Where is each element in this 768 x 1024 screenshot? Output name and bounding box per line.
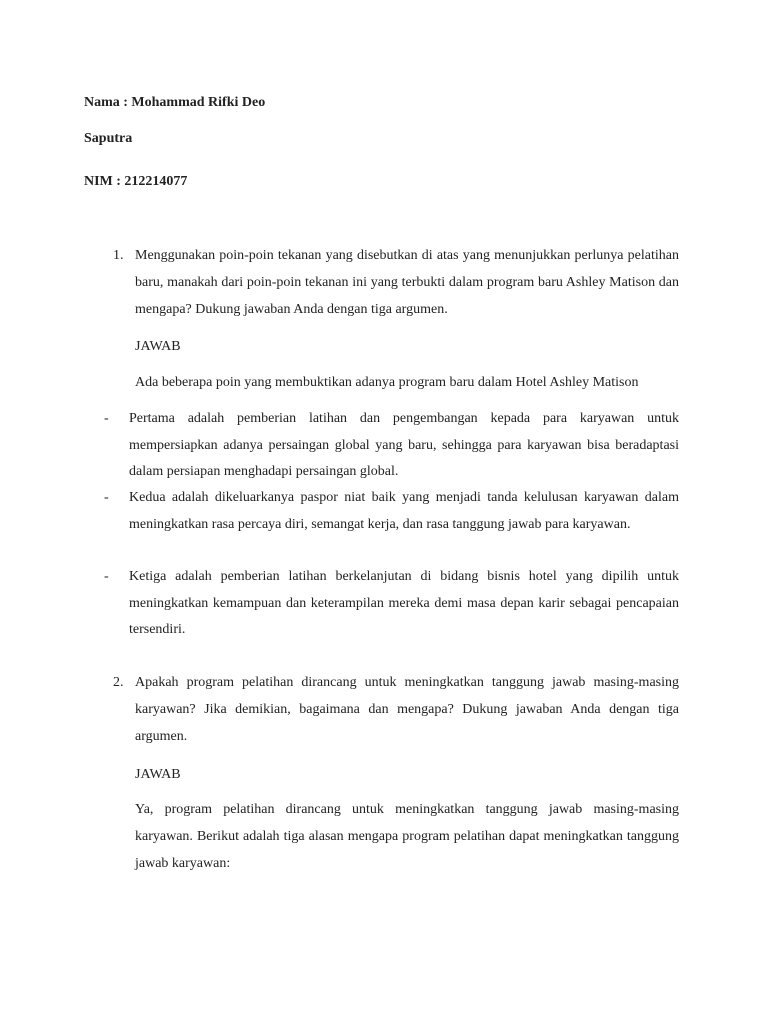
question-number: 1. — [113, 248, 124, 263]
question-1 — [113, 242, 679, 323]
question-number: 2. — [113, 675, 124, 690]
question-2 — [113, 669, 679, 750]
answer-bullet-1 — [104, 406, 679, 486]
answer-bullet-3 — [104, 564, 679, 644]
student-name-line2: Saputra — [84, 131, 133, 146]
bullet-dash: - — [104, 569, 109, 584]
bullet-text: Kedua adalah dikeluarkanya paspor niat baik yang menjadi tanda kelulusan karyawan dalam meningkatkan rasa percaya diri, semangat kerja, dan rasa tanggung jawab para karyawan. — [129, 490, 679, 532]
bullet-text: Pertama adalah pemberian latihan dan pengembangan kepada para karyawan untuk mempersiapkan adanya persaingan global yang baru, sehingga para karyawan bisa beradaptasi dalam persiapan menghadapi persaingan global. — [129, 411, 679, 479]
answer-intro-1: Ada beberapa poin yang membuktikan adanya program baru dalam Hotel Ashley Matison — [135, 375, 639, 390]
bullet-dash: - — [104, 411, 109, 426]
bullet-dash: - — [104, 490, 109, 505]
answer-paragraph-2: Ya, program pelatihan dirancang untuk meningkatkan tanggung jawab masing-masing karyawan. Berikut adalah tiga alasan mengapa program pelatihan dapat meningkatkan tanggung jawab karyawan: — [135, 802, 679, 871]
answer-label-1: JAWAB — [135, 339, 181, 354]
question-text: Menggunakan poin-poin tekanan yang disebutkan di atas yang menunjukkan perlunya pelatihan baru, manakah dari poin-poin tekanan ini yang terbukti dalam program baru Ashley Matison dan mengapa? Dukung jawaban Anda dengan tiga argumen. — [135, 248, 679, 317]
answer-bullet-2 — [104, 485, 679, 538]
question-text: Apakah program pelatihan dirancang untuk meningkatkan tanggung jawab masing-masing karyawan? Jika demikian, bagaimana dan mengapa? Dukung jawaban Anda dengan tiga argumen. — [135, 675, 679, 744]
student-name-line1: Nama : Mohammad Rifki Deo — [84, 95, 266, 110]
bullet-text: Ketiga adalah pemberian latihan berkelanjutan di bidang bisnis hotel yang dipilih untuk meningkatkan kemampuan dan keterampilan mereka demi masa depan karir sebagai pencapaian tersendiri. — [129, 569, 679, 637]
answer-label-2: JAWAB — [135, 767, 181, 782]
student-nim: NIM : 212214077 — [84, 174, 188, 189]
